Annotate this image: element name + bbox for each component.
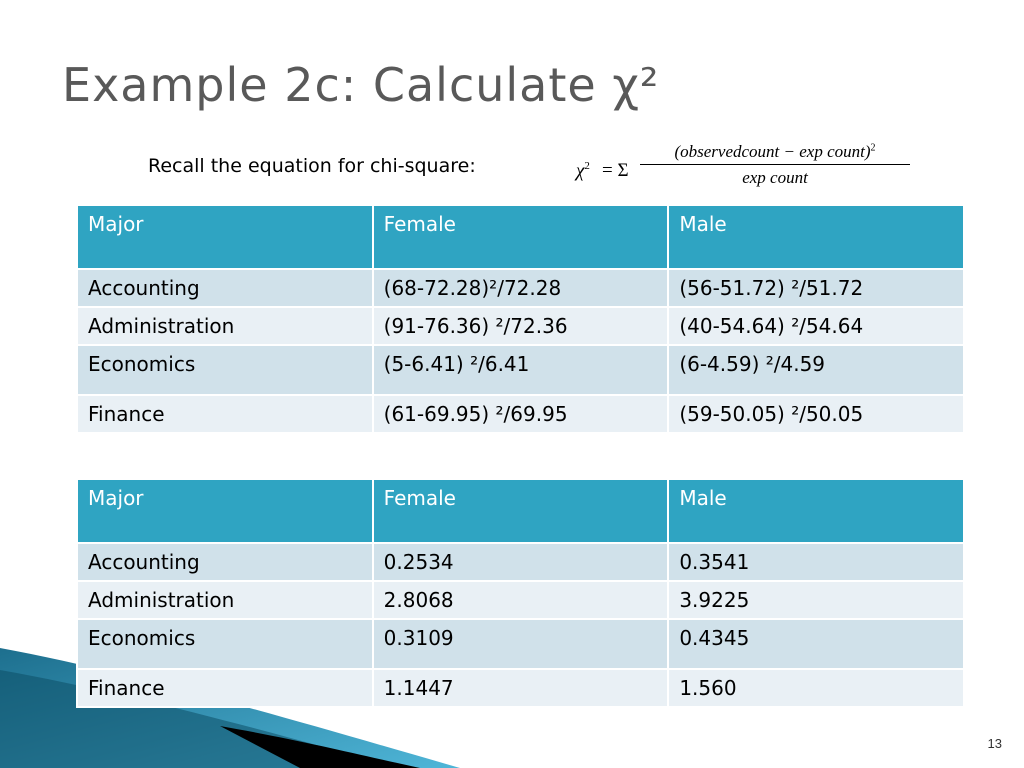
cell-male: 0.4345 bbox=[668, 619, 964, 669]
cell-male: 0.3541 bbox=[668, 543, 964, 581]
cell-female: 0.2534 bbox=[373, 543, 669, 581]
cell-major: Finance bbox=[77, 669, 373, 707]
cell-female: 2.8068 bbox=[373, 581, 669, 619]
column-header-major: Major bbox=[77, 479, 373, 543]
cell-major: Economics bbox=[77, 619, 373, 669]
cell-major: Administration bbox=[77, 307, 373, 345]
cell-female: (5-6.41) ²/6.41 bbox=[373, 345, 669, 395]
column-header-female: Female bbox=[373, 479, 669, 543]
cell-male: (40-54.64) ²/54.64 bbox=[668, 307, 964, 345]
cell-major: Accounting bbox=[77, 543, 373, 581]
table-header-row bbox=[77, 479, 964, 543]
formula-denominator: exp count bbox=[742, 168, 808, 187]
table-row bbox=[77, 581, 964, 619]
fraction-bar bbox=[640, 164, 910, 165]
table-row bbox=[77, 395, 964, 433]
cell-female: (68-72.28)²/72.28 bbox=[373, 269, 669, 307]
table-row bbox=[77, 669, 964, 707]
table-row bbox=[77, 307, 964, 345]
cell-male: (56-51.72) ²/51.72 bbox=[668, 269, 964, 307]
cell-male: (59-50.05) ²/50.05 bbox=[668, 395, 964, 433]
cell-male: (6-4.59) ²/4.59 bbox=[668, 345, 964, 395]
cell-major: Accounting bbox=[77, 269, 373, 307]
cell-major: Finance bbox=[77, 395, 373, 433]
table-row bbox=[77, 269, 964, 307]
table-header-row bbox=[77, 205, 964, 269]
column-header-female: Female bbox=[373, 205, 669, 269]
table-row bbox=[77, 619, 964, 669]
table-row bbox=[77, 543, 964, 581]
cell-female: (61-69.95) ²/69.95 bbox=[373, 395, 669, 433]
cell-male: 3.9225 bbox=[668, 581, 964, 619]
formula-lhs: $\chi^2$ bbox=[576, 160, 590, 182]
cell-male: 1.560 bbox=[668, 669, 964, 707]
page-number: 13 bbox=[987, 736, 1002, 751]
chi-square-terms-table bbox=[76, 204, 965, 434]
column-header-male: Male bbox=[668, 205, 964, 269]
recall-text: Recall the equation for chi-square: bbox=[148, 155, 476, 177]
chi-square-values-table bbox=[76, 478, 965, 708]
table-row bbox=[77, 345, 964, 395]
cell-female: 0.3109 bbox=[373, 619, 669, 669]
cell-female: 1.1447 bbox=[373, 669, 669, 707]
column-header-major: Major bbox=[77, 205, 373, 269]
chi-square-formula bbox=[576, 140, 916, 202]
cell-major: Administration bbox=[77, 581, 373, 619]
formula-numerator: (observedcount − exp count)$^2$ bbox=[674, 142, 876, 161]
column-header-male: Male bbox=[668, 479, 964, 543]
formula-equals-sigma: = Σ bbox=[602, 160, 629, 181]
cell-major: Economics bbox=[77, 345, 373, 395]
slide-title: Example 2c: Calculate χ² bbox=[62, 58, 660, 112]
formula-fraction bbox=[640, 142, 910, 188]
cell-female: (91-76.36) ²/72.36 bbox=[373, 307, 669, 345]
